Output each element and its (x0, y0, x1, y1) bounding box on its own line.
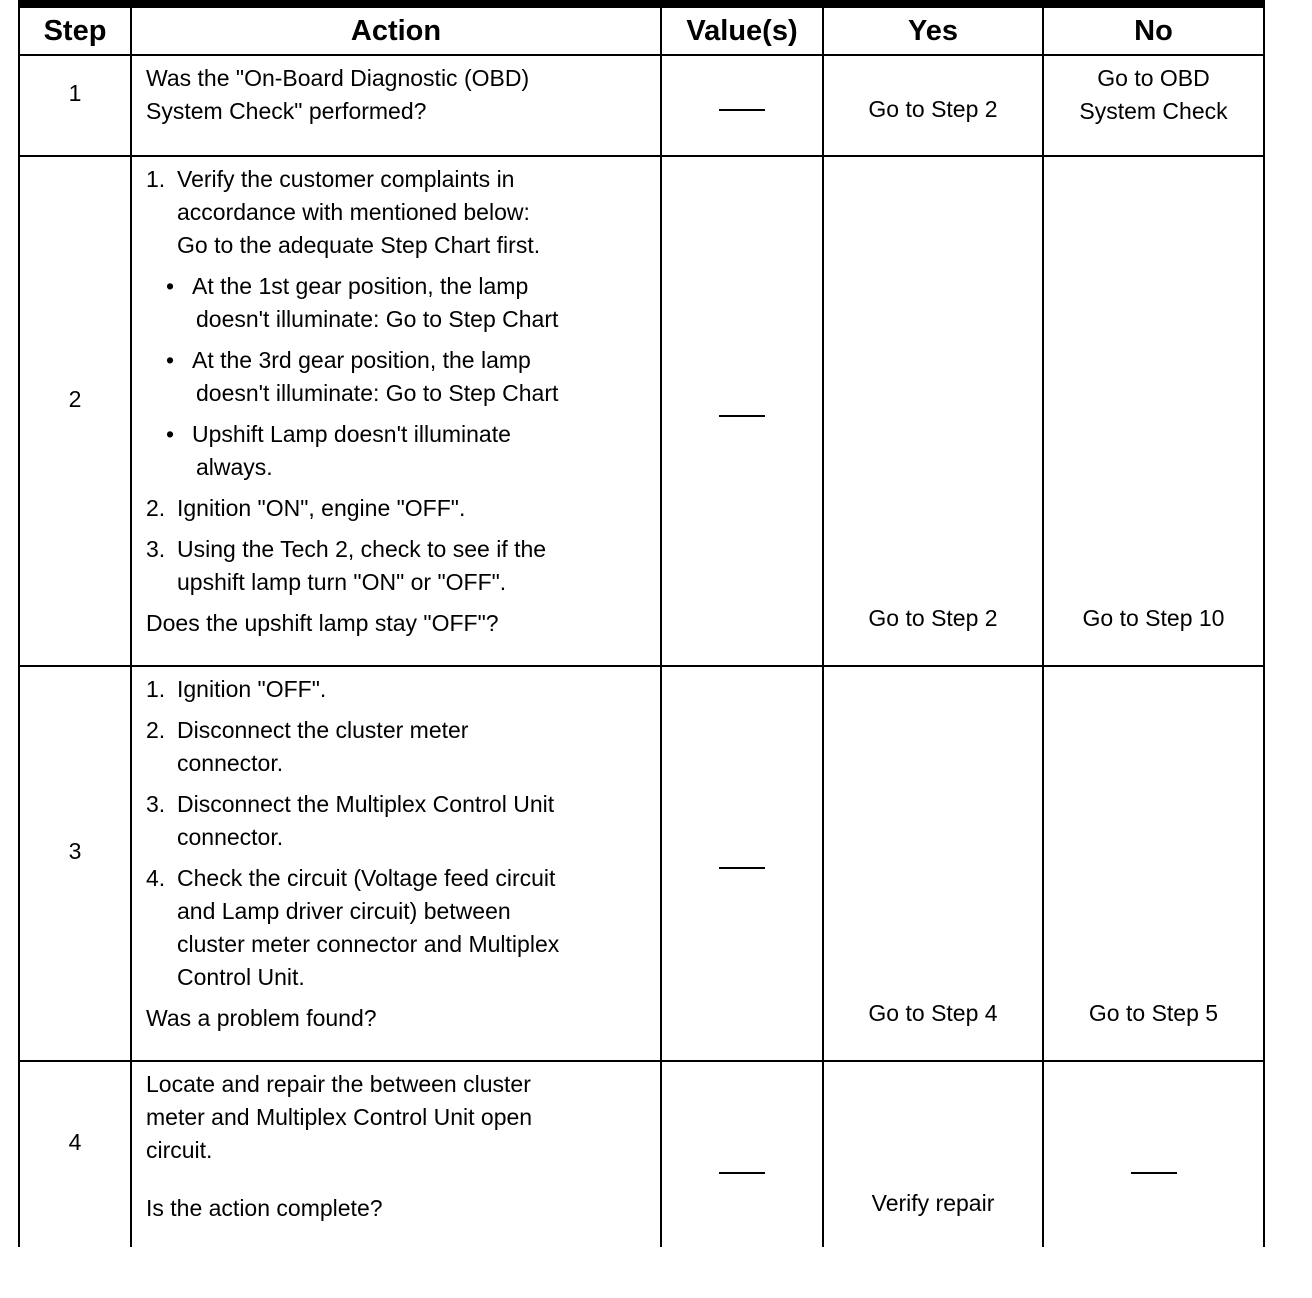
action-cell (131, 1061, 661, 1247)
value-cell (661, 156, 823, 666)
no-cell (1043, 1061, 1264, 1247)
no-cell (1043, 156, 1264, 666)
action-item: 2. Disconnect the cluster meter connector. (146, 717, 469, 776)
yes-text: Go to Step 4 (868, 1000, 998, 1026)
step-number: 3 (19, 666, 131, 1061)
yes-text: Verify repair (871, 1190, 995, 1216)
value-cell (661, 666, 823, 1061)
action-cell (131, 156, 661, 666)
no-cell (1043, 666, 1264, 1061)
header-row (19, 7, 1264, 55)
yes-cell (823, 1061, 1043, 1247)
yes-cell (823, 156, 1043, 666)
yes-cell (823, 666, 1043, 1061)
action-item: 1. Verify the customer complaints in accordance with mentioned below: Go to the adequate Step Chart first. (146, 166, 541, 258)
action-text: Was the "On-Board Diagnostic (OBD) (146, 65, 530, 91)
action-cell (131, 666, 661, 1061)
dash-mark (1131, 1172, 1177, 1174)
value-cell (661, 1061, 823, 1247)
dash-mark (719, 415, 765, 417)
action-item: 2. Ignition "ON", engine "OFF". (146, 495, 466, 521)
step-number: 1 (19, 55, 131, 156)
diagnostic-table (18, 6, 1265, 1247)
action-bullet: • At the 1st gear position, the lamp doesn't illuminate: Go to Step Chart (166, 273, 559, 332)
action-text: meter and Multiplex Control Unit open (146, 1104, 533, 1130)
header-values: Value(s) (661, 7, 823, 55)
table-row-step-1 (19, 55, 1264, 156)
action-text: System Check" performed? (146, 98, 427, 124)
no-cell (1043, 55, 1264, 156)
table-row-step-3 (19, 666, 1264, 1061)
table-row-step-4 (19, 1061, 1264, 1247)
dash-mark (719, 109, 765, 111)
yes-text: Go to Step 2 (868, 605, 998, 631)
step-number: 2 (19, 156, 131, 666)
dash-mark (719, 1172, 765, 1174)
action-text: Locate and repair the between cluster (146, 1071, 531, 1097)
yes-text: Go to Step 2 (868, 96, 998, 122)
value-cell (661, 55, 823, 156)
dash-mark (719, 867, 765, 869)
no-text: Go to Step 5 (1088, 1000, 1219, 1026)
yes-cell (823, 55, 1043, 156)
action-bullet: • At the 3rd gear position, the lamp doesn't illuminate: Go to Step Chart (166, 347, 559, 406)
no-text: Go to Step 10 (1082, 605, 1225, 631)
header-step: Step (19, 7, 131, 55)
header-no: No (1043, 7, 1264, 55)
header-action: Action (131, 7, 661, 55)
table-row-step-2 (19, 156, 1264, 666)
action-item: 3. Using the Tech 2, check to see if the upshift lamp turn "ON" or "OFF". (146, 536, 547, 595)
action-item: 4. Check the circuit (Voltage feed circuit and Lamp driver circuit) between cluster meter connector and Multiplex Control Unit. (146, 865, 560, 990)
action-question: Is the action complete? (146, 1195, 383, 1221)
action-question: Does the upshift lamp stay "OFF"? (146, 610, 499, 636)
action-text: circuit. (146, 1137, 213, 1163)
no-text: Go to OBD System Check (1079, 65, 1228, 124)
header-yes: Yes (823, 7, 1043, 55)
action-bullet: • Upshift Lamp doesn't illuminate always. (166, 421, 511, 480)
action-item: 1. Ignition "OFF". (146, 676, 327, 702)
action-question: Was a problem found? (146, 1005, 377, 1031)
step-number: 4 (19, 1061, 131, 1247)
action-item: 3. Disconnect the Multiplex Control Unit connector. (146, 791, 555, 850)
action-cell (131, 55, 661, 156)
